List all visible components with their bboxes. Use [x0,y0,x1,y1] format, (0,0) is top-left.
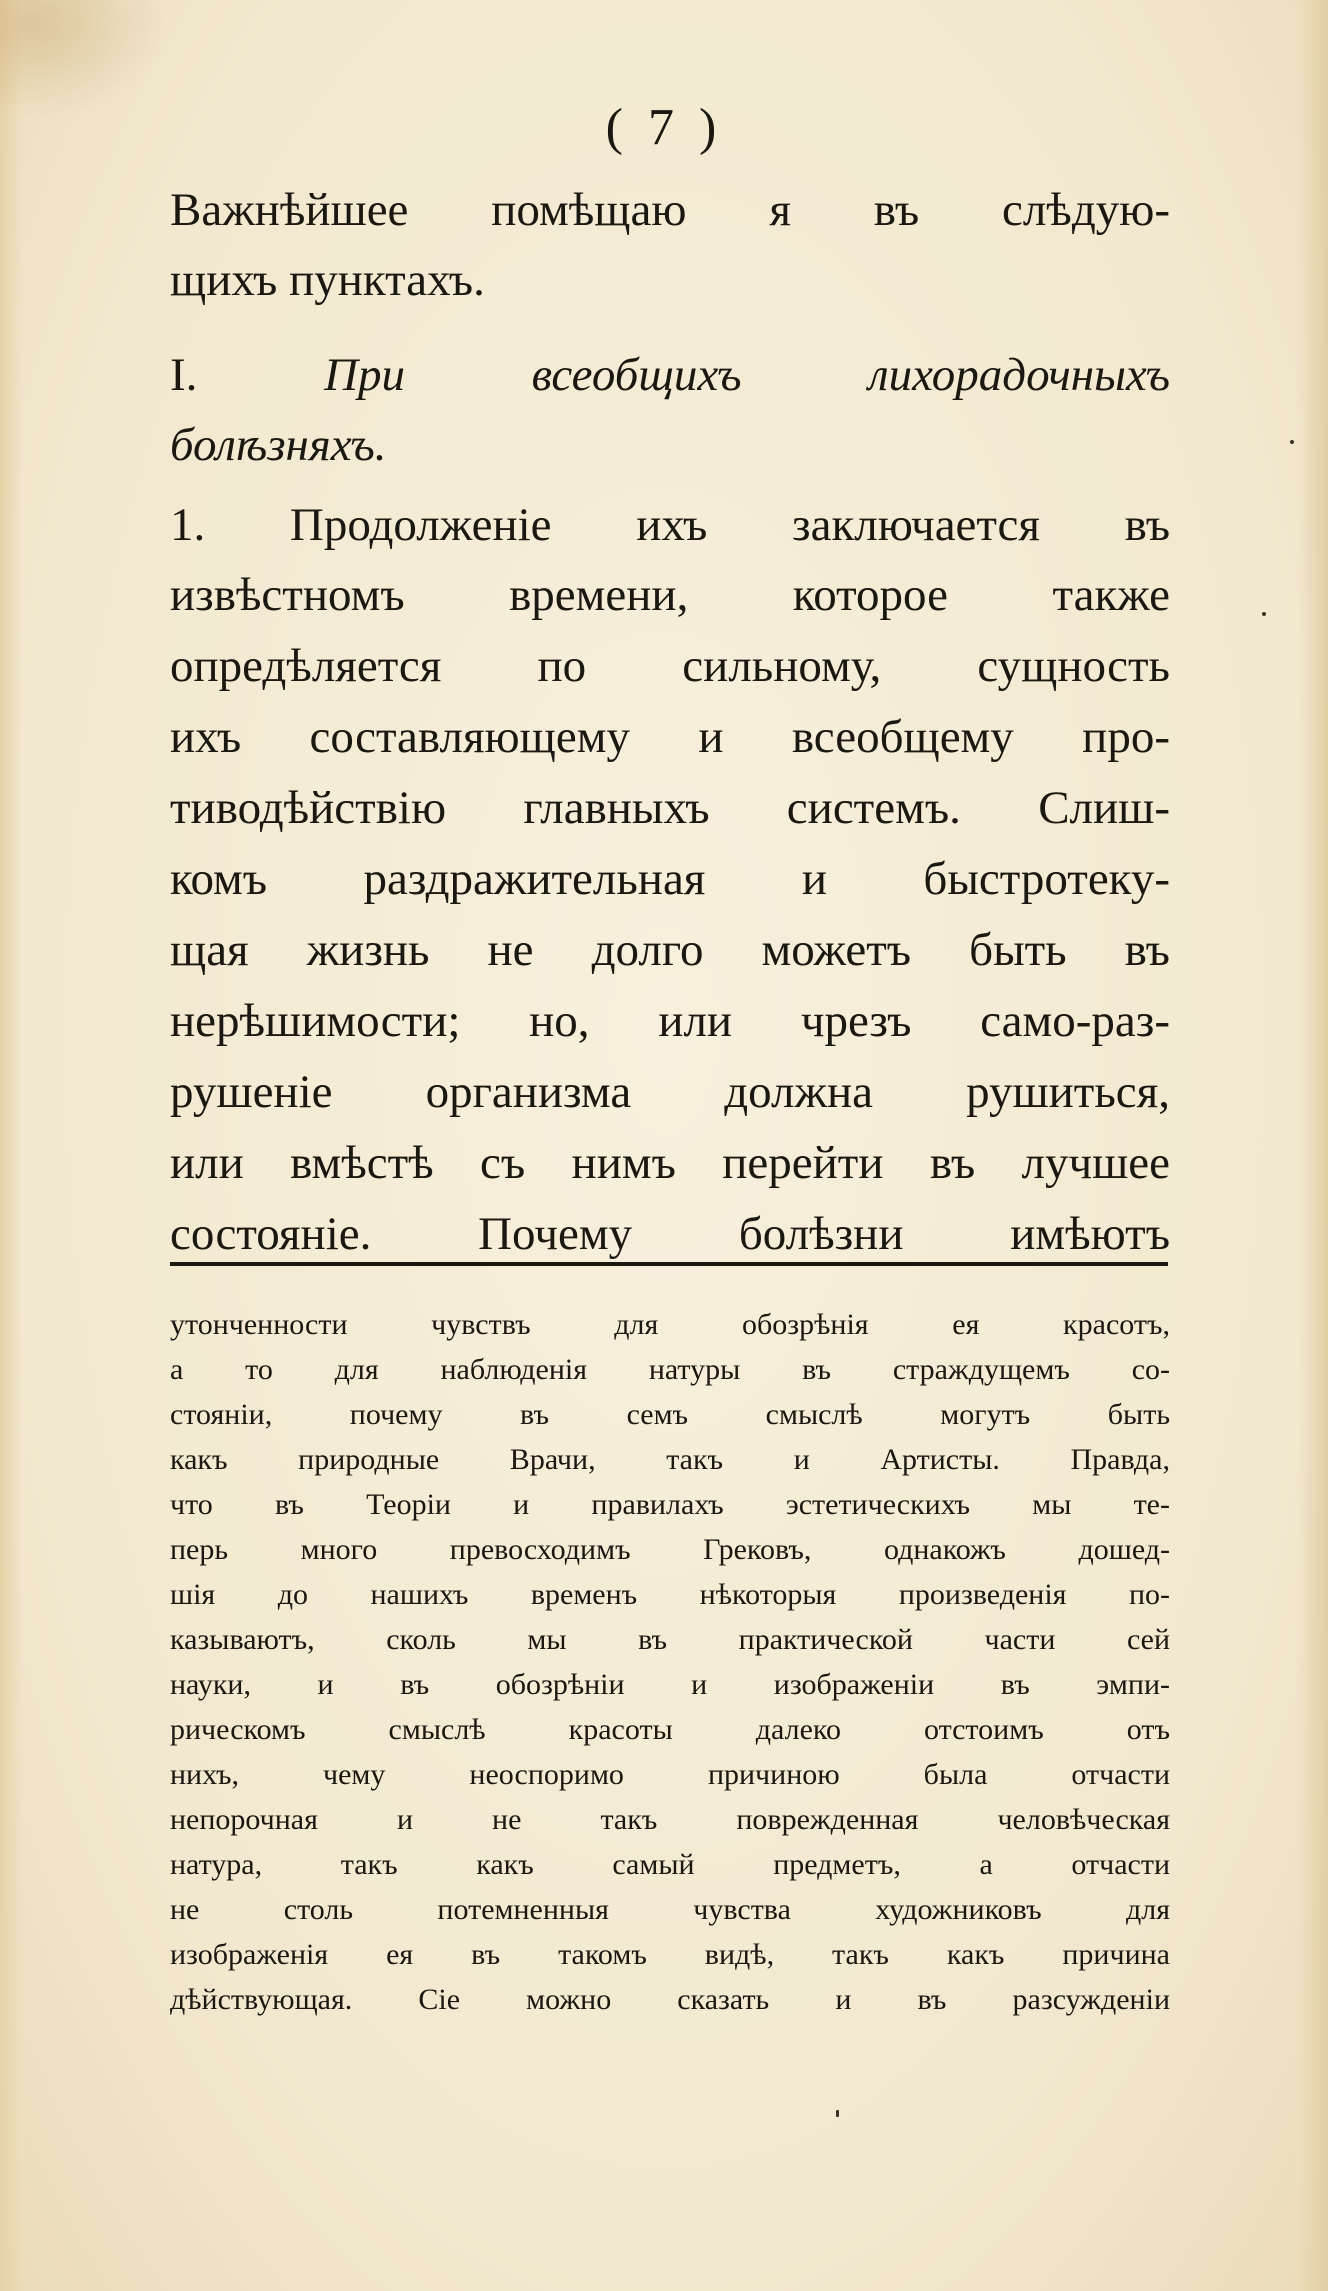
ink-speck [836,2110,839,2117]
body-line: нерѣшимости; но, или чрезъ само-раз- [170,995,1170,1047]
footnote-line: перь много превосходимъ Грековъ, однакожъ дошед- [170,1533,1170,1566]
footnote-line: дѣйствующая. Сіе можно сказать и въ разсужденіи [170,1983,1170,2016]
page-number: ( 7 ) [605,99,723,156]
body-line: или вмѣстѣ съ нимъ перейти въ лучшее [170,1137,1170,1189]
footnote-line: шія до нашихъ временъ нѣкоторыя произведенія по- [170,1578,1170,1611]
section-heading [170,345,1170,405]
footnote-line: изображенія ея въ такомъ видѣ, такъ какъ причина [170,1938,1170,1971]
body-line: комъ раздражительная и быстротеку- [170,853,1170,905]
section-heading-title: При всеобщихъ лихорадочныхъ [324,349,1171,401]
footnote-line: натура, такъ какъ самый предметъ, а отчасти [170,1848,1170,1881]
footnote-line: казываютъ, сколь мы въ практической части сей [170,1623,1170,1656]
body-line: Важнѣйшее помѣщаю я въ слѣдую- [170,184,1170,236]
footnote-line: а то для наблюденія натуры въ страждущемъ со- [170,1353,1170,1386]
footnote-separator [170,1262,1168,1266]
body-line: 1. Продолженіе ихъ заключается въ [170,499,1170,551]
section-heading-number: I. [170,349,198,401]
footnote-line: какъ природные Врачи, такъ и Артисты. Правда, [170,1443,1170,1476]
body-line: опредѣляется по сильному, сущность [170,640,1170,692]
footnote-line: утонченности чувствъ для обозрѣнія ея красотъ, [170,1308,1170,1341]
page-edge-shadow-right [1298,0,1328,2291]
body-line: состояніе. Почему болѣзни имѣютъ [170,1208,1170,1260]
footnote-line: нихъ, чему неоспоримо причиною была отчасти [170,1758,1170,1791]
body-line: извѣстномъ времени, которое также [170,569,1170,621]
footnote-line: что въ Теоріи и правилахъ эстетическихъ мы те- [170,1488,1170,1521]
page-edge-shadow-left [0,0,22,2291]
footnote-line: стояніи, почему въ семъ смыслѣ могутъ быть [170,1398,1170,1431]
footnote-line: непорочная и не такъ поврежденная человѣческая [170,1803,1170,1836]
footnote-line: рическомъ смыслѣ красоты далеко отстоимъ отъ [170,1713,1170,1746]
body-line: щая жизнь не долго можетъ быть въ [170,924,1170,976]
footnote-line: не столь потемненныя чувства художниковъ для [170,1893,1170,1926]
body-line: ихъ составляющему и всеобщему про- [170,711,1170,763]
body-line: тиводѣйствію главныхъ системъ. Слиш- [170,782,1170,834]
ink-speck [1290,440,1294,444]
body-line: рушеніе организма должна рушиться, [170,1066,1170,1118]
ink-speck [1262,612,1266,616]
section-heading-continuation: болѣзняхъ. [170,419,387,471]
body-line: щихъ пунктахъ. [170,254,485,306]
footnote-line: науки, и въ обозрѣніи и изображеніи въ эмпи- [170,1668,1170,1701]
